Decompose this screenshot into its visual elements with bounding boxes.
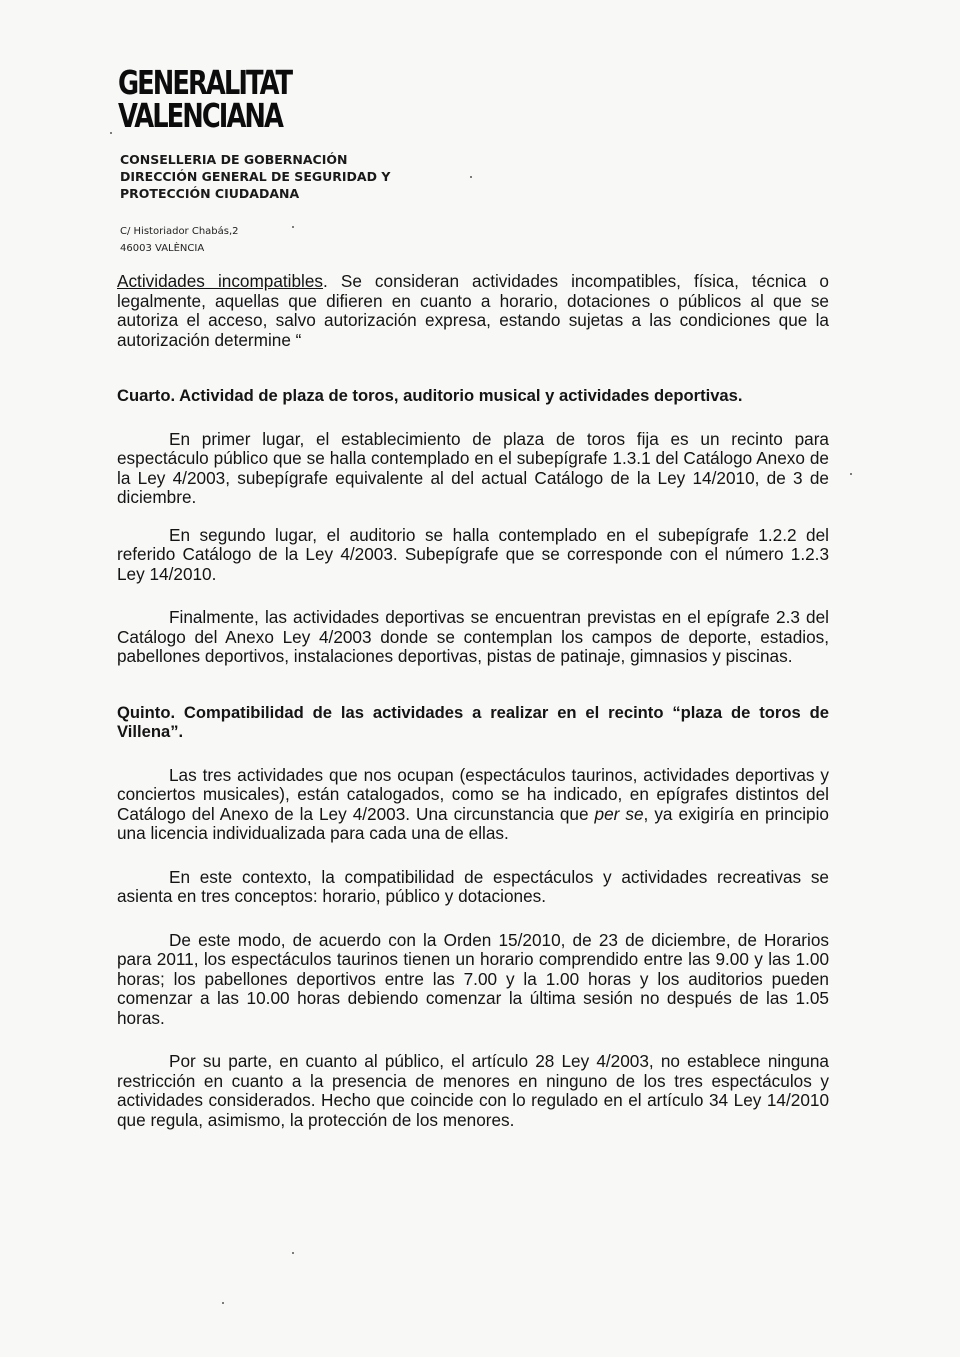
paragraph-text: Las tres actividades que nos ocupan (espectáculos taurinos, actividades deportivas y conciertos musicales), están catalogados, como se ha indicado, en epígrafes distintos del Catálogo del Anexo de la Ley 4/2003. Una circunstancia que bbox=[117, 764, 829, 824]
scan-speck bbox=[850, 473, 852, 475]
paragraph-compatibilidad: En este contexto, la compatibilidad de espectáculos y actividades recreativas se asienta en tres conceptos: horario, público y dotaciones. bbox=[117, 866, 829, 906]
generalitat-valenciana-logo bbox=[118, 63, 292, 135]
paragraph-incompatible-activities bbox=[117, 272, 829, 350]
logo-line-2: VALENCIANA bbox=[118, 96, 282, 135]
paragraph-text: . Se consideran actividades incompatibles, física, técnica o legalmente, aquellas que difieren en cuanto a horario, dotaciones o públicos al que se autoriza el acceso, salvo autorización expresa, estando sujetas a las condiciones que la autorización determine “ bbox=[117, 271, 829, 350]
scan-speck bbox=[292, 1252, 294, 1254]
paragraph-plaza-de-toros: En primer lugar, el establecimiento de plaza de toros fija es un recinto para espectáculo público que se halla contemplado en el subepígrafe 1.3.1 del Catálogo Anexo de la Ley 4/2003, subepígrafe equivalente al del actual Catálogo de la Ley 14/2010, de 3 de diciembre. bbox=[117, 428, 829, 507]
logo-line-1: GENERALITAT bbox=[118, 63, 292, 102]
address-line-2: 46003 VALÈNCIA bbox=[120, 243, 205, 254]
address-block bbox=[120, 223, 239, 257]
department-line-1: CONSELLERIA DE GOBERNACIÓN bbox=[120, 152, 348, 167]
scan-speck bbox=[470, 176, 472, 178]
paragraph-horarios: De este modo, de acuerdo con la Orden 15/2010, de 23 de diciembre, de Horarios para 2011, los espectáculos taurinos tienen un horario comprendido entre las 9.00 y las 1.00 horas; los pabellones deportivos entre las 7.00 y la 1.00 horas y los auditorios pueden comenzar a las 10.00 horas debiendo comenzar la última sesión no después de las 1.05 horas. bbox=[117, 929, 829, 1028]
department-block bbox=[120, 151, 390, 202]
department-line-2: DIRECCIÓN GENERAL DE SEGURIDAD Y bbox=[120, 169, 391, 184]
defined-term: Actividades incompatibles bbox=[117, 271, 324, 291]
latin-term: per se bbox=[594, 803, 644, 824]
paragraph-auditorio: En segundo lugar, el auditorio se halla contemplado en el subepígrafe 1.2.2 del referido Catálogo de la Ley 4/2003. Subepígrafe que se corresponde con el número 1.2.3 Ley 14/2010. bbox=[117, 524, 829, 584]
scan-speck bbox=[292, 226, 294, 228]
section-heading-quinto: Quinto. Compatibilidad de las actividades a realizar en el recinto “plaza de toros de Villena”. bbox=[117, 702, 829, 741]
department-line-3: PROTECCIÓN CIUDADANA bbox=[120, 186, 300, 201]
scan-speck bbox=[222, 1302, 224, 1304]
section-heading-cuarto: Cuarto. Actividad de plaza de toros, auditorio musical y actividades deportivas. bbox=[117, 386, 743, 405]
paragraph-actividades-deportivas: Finalmente, las actividades deportivas se encuentran previstas en el epígrafe 2.3 del Catálogo del Anexo Ley 4/2003 donde se contemplan los campos de deporte, estadios, pabellones deportivos, instalaciones deportivas, pistas de patinaje, gimnasios y piscinas. bbox=[117, 607, 829, 666]
address-line-1: C/ Historiador Chabás,2 bbox=[120, 226, 239, 237]
document-body bbox=[117, 272, 829, 1130]
paragraph-tres-actividades bbox=[117, 766, 829, 844]
scan-speck bbox=[110, 132, 112, 134]
paragraph-publico: Por su parte, en cuanto al público, el artículo 28 Ley 4/2003, no establece ninguna restricción en cuanto a la presencia de menores en ninguno de los tres espectáculos y actividades considerados. Hecho que coincide con lo regulado en el artículo 34 Ley 14/2010 que regula, asimismo, la protección de los menores. bbox=[117, 1051, 829, 1130]
paragraph-text: , ya exigiría en principio una licencia individualizada para cada una de ellas. bbox=[117, 803, 829, 843]
